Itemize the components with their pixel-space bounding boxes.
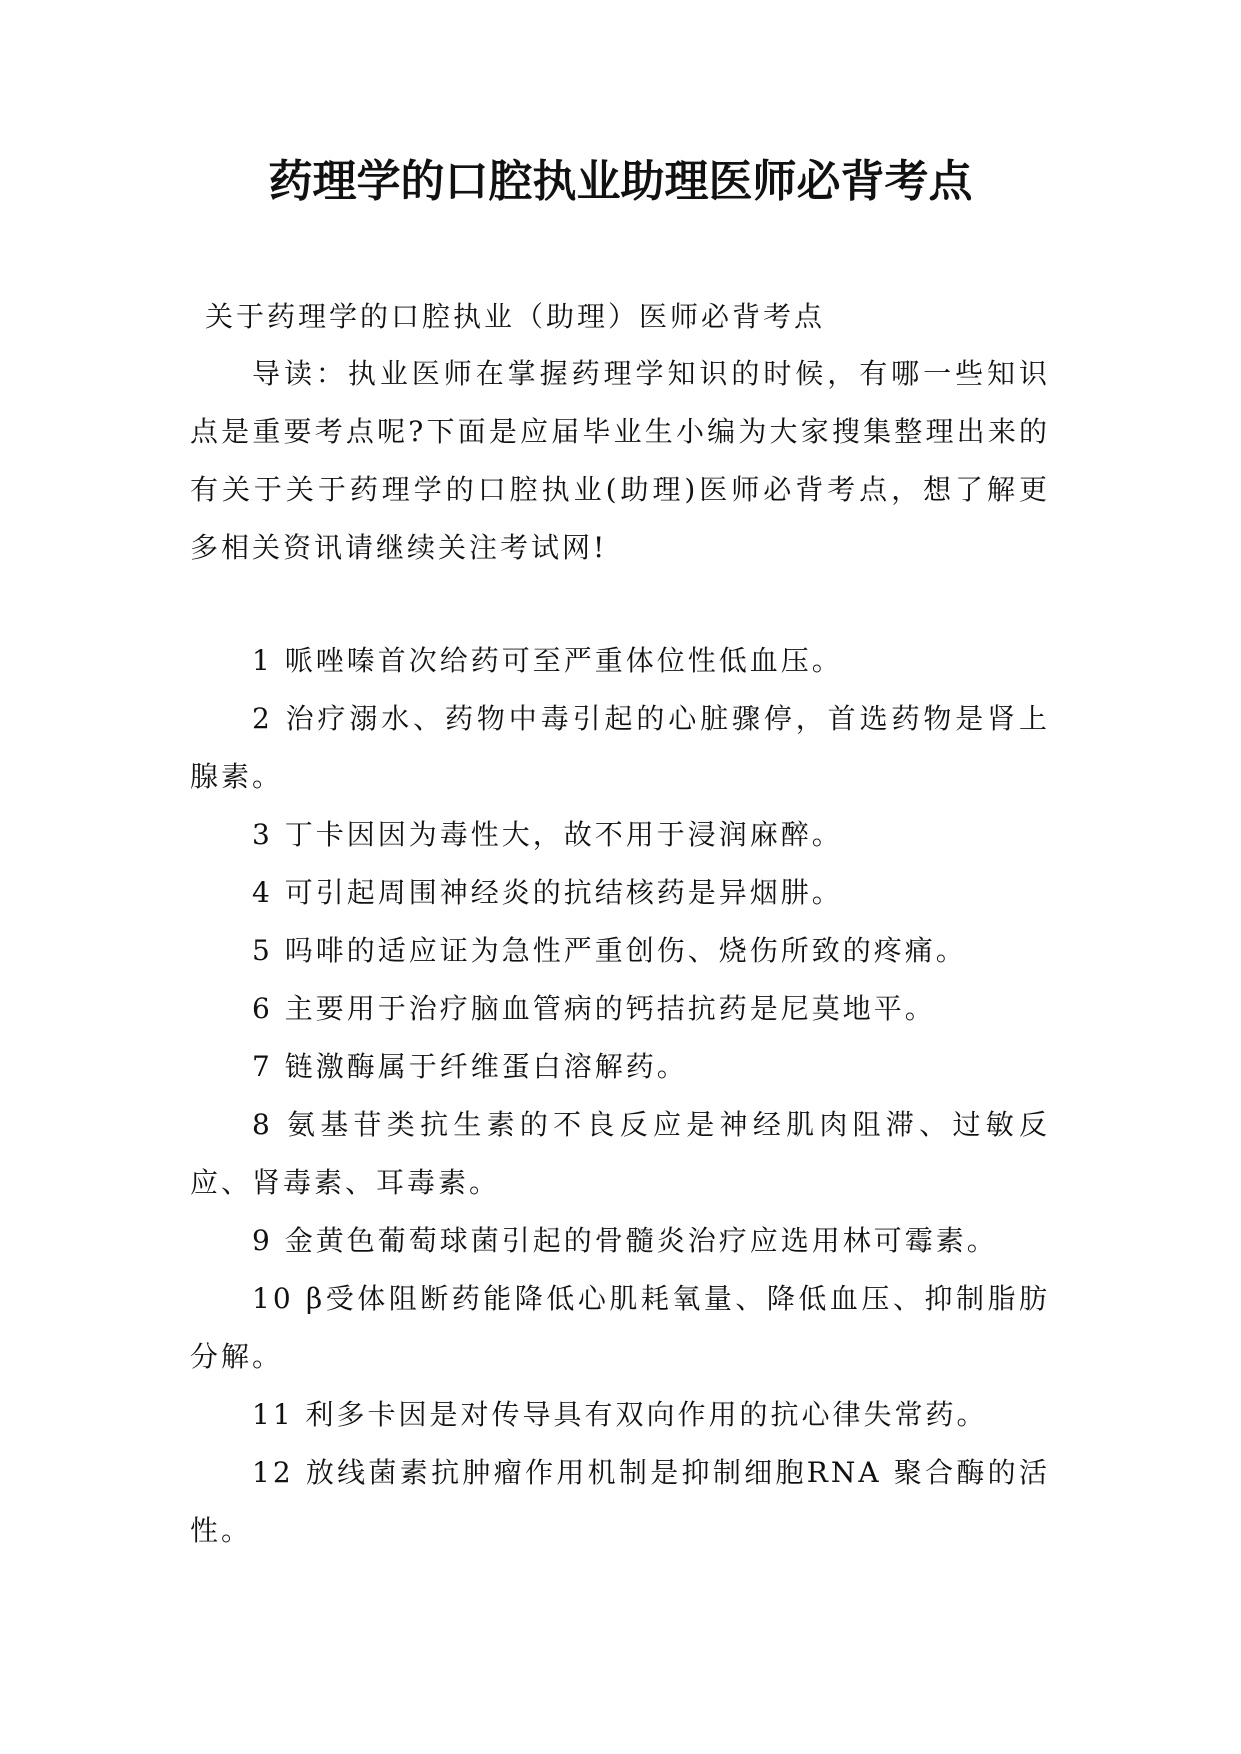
list-item: 4 可引起周围神经炎的抗结核药是异烟肼。 — [252, 876, 843, 909]
subtitle-text: 关于药理学的口腔执业（助理）医师必背考点 — [205, 300, 826, 333]
intro-paragraph: 导读：执业医师在掌握药理学知识的时候，有哪一些知识点是重要考点呢?下面是应届毕业生小编为大家搜集整理出来的有关于关于药理学的口腔执业(助理)医师必背考点，想了解更多相关资讯请继续关注考试网! — [190, 357, 1050, 564]
list-item: 3 丁卡因因为毒性大，故不用于浸润麻醉。 — [252, 818, 843, 851]
intro-section — [190, 345, 1050, 577]
list-item: 9 金黄色葡萄球菌引起的骨髓炎治疗应选用林可霉素。 — [252, 1224, 998, 1257]
list-item: 6 主要用于治疗脑血管病的钙拮抗药是尼莫地平。 — [252, 992, 936, 1025]
list-item: 2 治疗溺水、药物中毒引起的心脏骤停，首选药物是肾上腺素。 — [190, 702, 1050, 793]
key-points-list — [190, 632, 1050, 1560]
list-item: 1 哌唑嗪首次给药可至严重体位性低血压。 — [252, 644, 843, 677]
document-title: 药理学的口腔执业助理医师必背考点 — [268, 156, 973, 207]
list-item: 11 利多卡因是对传导具有双向作用的抗心律失常药。 — [252, 1398, 988, 1431]
document-subtitle — [205, 288, 1065, 346]
list-item: 10 β受体阻断药能降低心肌耗氧量、降低血压、抑制脂肪分解。 — [190, 1282, 1050, 1373]
list-item: 12 放线菌素抗肿瘤作用机制是抑制细胞RNA 聚合酶的活性。 — [190, 1456, 1050, 1547]
list-item: 7 链激酶属于纤维蛋白溶解药。 — [252, 1050, 688, 1083]
list-item: 5 吗啡的适应证为急性严重创伤、烧伤所致的疼痛。 — [252, 934, 967, 967]
list-item: 8 氨基苷类抗生素的不良反应是神经肌肉阻滞、过敏反应、肾毒素、耳毒素。 — [190, 1108, 1050, 1199]
